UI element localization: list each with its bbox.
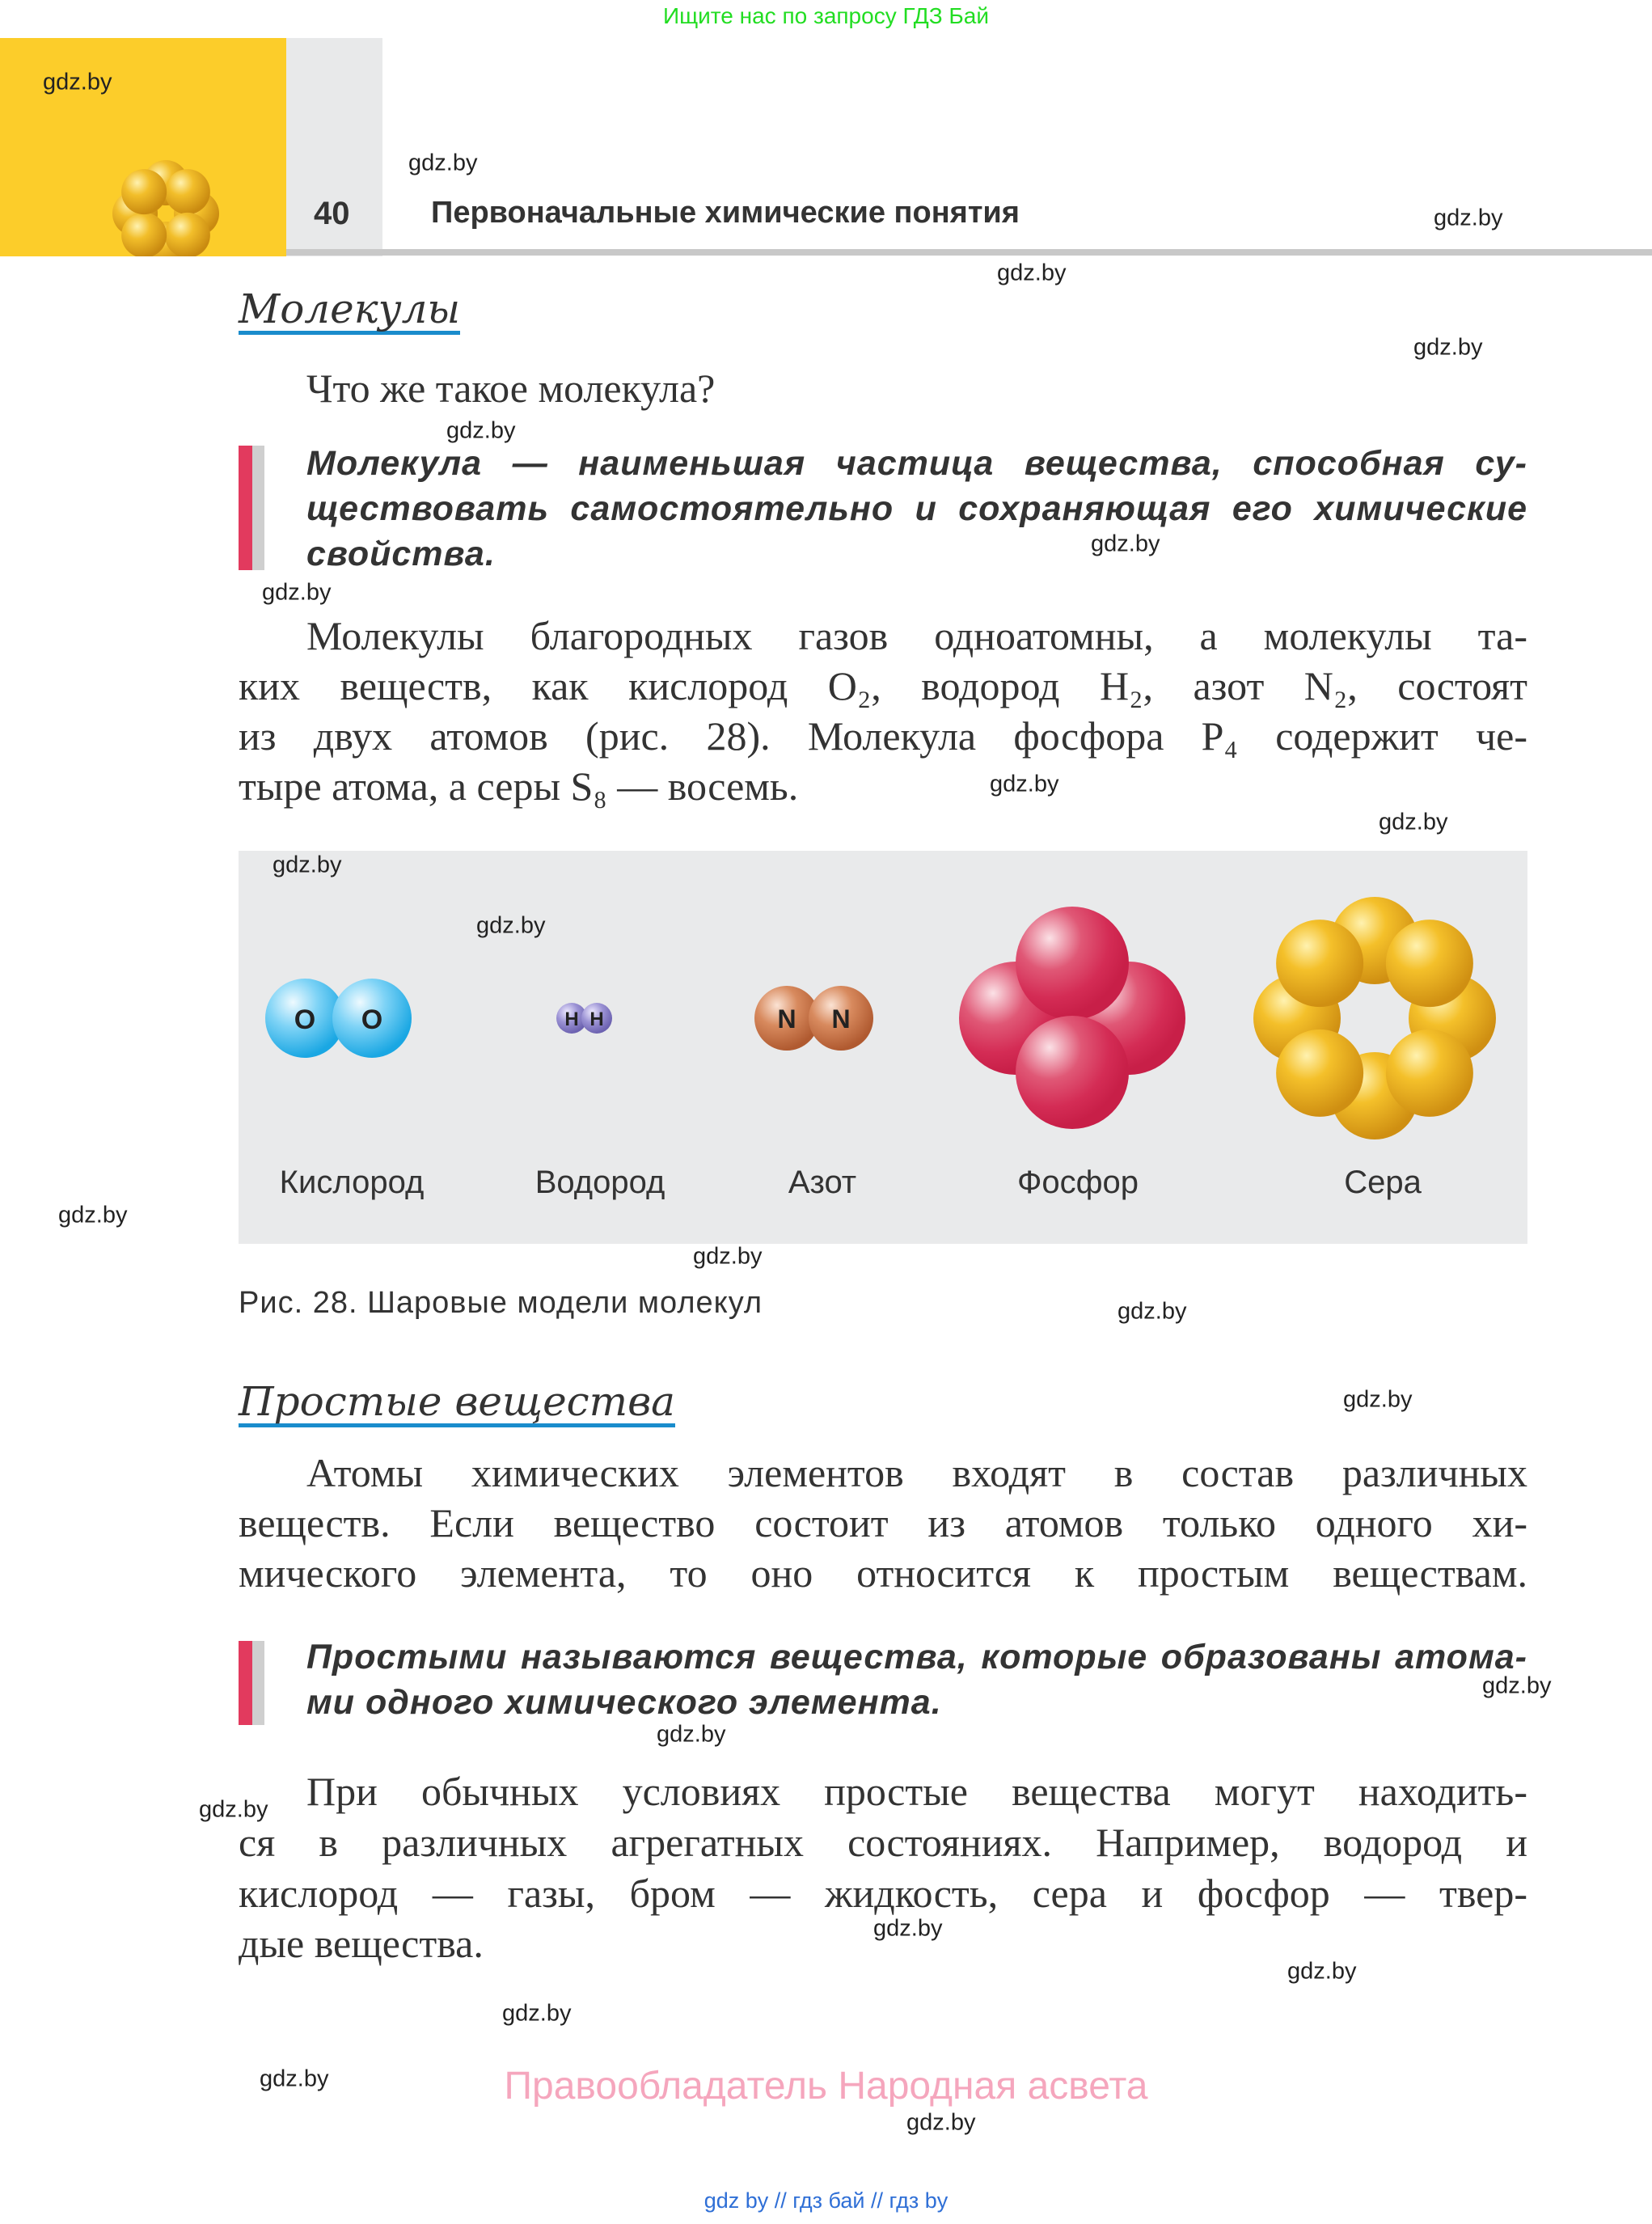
paragraph-line: кислород — газы, бром — жидкость, сера и фосфор — твер- [239,1871,1527,1916]
paragraph-line: Атомы химических элементов входят в состав различных [306,1450,1527,1495]
sulfur-molecule [1253,897,1496,1139]
atom-symbol: N [831,1004,851,1034]
definition-marker-shadow [252,1641,264,1725]
definition-line: Простыми называются вещества, которые образованы атома- [306,1638,1527,1676]
watermark: gdz.by [873,1915,943,1942]
watermark: gdz.by [1434,205,1503,231]
paragraph-line: ся в различных агрегатных состояниях. Например, водород и [239,1820,1527,1865]
watermark: gdz.by [657,1721,726,1748]
paragraph-line: из двух атомов (рис. 28). Молекула фосфора P₄ содержит че- [239,713,1527,759]
watermark: gdz.by [1482,1672,1552,1699]
watermark: gdz.by [43,69,112,95]
watermark: gdz.by [1091,531,1160,557]
figure-caption: Рис. 28. Шаровые модели молекул [239,1286,763,1320]
watermark: gdz.by [199,1796,268,1823]
watermark: gdz.by [1343,1386,1413,1413]
phosphorus-molecule [959,907,1185,1129]
watermark: gdz.by [58,1202,128,1228]
watermark: gdz.by [1379,809,1448,835]
definition-line: ми одного химического элемента. [306,1683,942,1722]
chapter-title: Первоначальные химические понятия [431,196,1020,230]
hydrogen-molecule [556,1003,612,1034]
atom-symbol: H [564,1008,579,1030]
atom-symbol: H [589,1008,604,1030]
section-heading-molecules: Молекулы [239,288,460,335]
watermark: gdz.by [997,260,1067,286]
sulfur-atom [1276,1030,1363,1117]
phosphorus-atom [1016,907,1129,1020]
watermark: gdz.by [262,579,332,606]
molecule-label: Кислород [279,1165,425,1200]
section-heading-simple-substances: Простые вещества [239,1380,675,1427]
watermark: gdz.by [476,912,546,939]
watermark: gdz.by [502,2000,572,2027]
paragraph-line: Молекулы благородных газов одноатомны, а молекулы та- [306,613,1527,658]
copyright-footer: Правообладатель Народная асвета [504,2065,1148,2108]
sulfur-atom [1386,1030,1473,1117]
watermark: gdz.by [906,2109,976,2136]
watermark: gdz.by [260,2065,329,2092]
paragraph-line: ких веществ, как кислород O₂, водород H₂, азот N₂, состоят [239,663,1527,708]
molecule-label: Азот [788,1165,857,1200]
paragraph-line: При обычных условиях простые вещества могут находить- [306,1769,1527,1814]
definition-line: ществовать самостоятельно и сохраняющая его химические [306,489,1527,528]
watermark: gdz.by [1413,334,1483,361]
sulfur-atom [1386,920,1473,1007]
watermark: gdz.by [693,1243,763,1270]
watermark: gdz.by [408,150,478,176]
watermark: gdz.by [273,852,342,878]
molecule-label: Сера [1344,1165,1422,1200]
atom-symbol: O [294,1004,316,1035]
watermark: gdz.by [990,771,1059,797]
definition-marker [239,1641,252,1725]
atom-symbol: N [777,1004,796,1034]
page-number: 40 [314,196,350,231]
molecule-label: Фосфор [1016,1165,1139,1200]
search-banner-link[interactable]: Ищите нас по запросу ГДЗ Бай [662,3,990,28]
bottom-links[interactable]: gdz by // гдз бай // гдз by [703,2188,949,2213]
oxygen-molecule [265,979,412,1058]
paragraph-line: тыре атома, а серы S₈ — восемь. [239,763,799,809]
sulfur-atom [1276,920,1363,1007]
paragraph-line: веществ. Если вещество состоит из атомов только одного хи- [239,1500,1527,1545]
paragraph-line: мического элемента, то оно относится к простым веществам. [239,1550,1527,1596]
watermark: gdz.by [1287,1958,1357,1985]
question-text: Что же такое молекула? [306,366,716,411]
watermark: gdz.by [1118,1298,1187,1325]
atom-symbol: O [361,1004,383,1035]
definition-line: свойства. [306,535,496,573]
phosphorus-atom [1016,1016,1129,1129]
paragraph-line: дые вещества. [239,1921,484,1966]
nitrogen-molecule [754,986,873,1051]
molecule-label: Водород [534,1165,665,1200]
definition-line: Молекула — наименьшая частица вещества, способная су- [306,444,1527,483]
watermark: gdz.by [446,417,516,444]
